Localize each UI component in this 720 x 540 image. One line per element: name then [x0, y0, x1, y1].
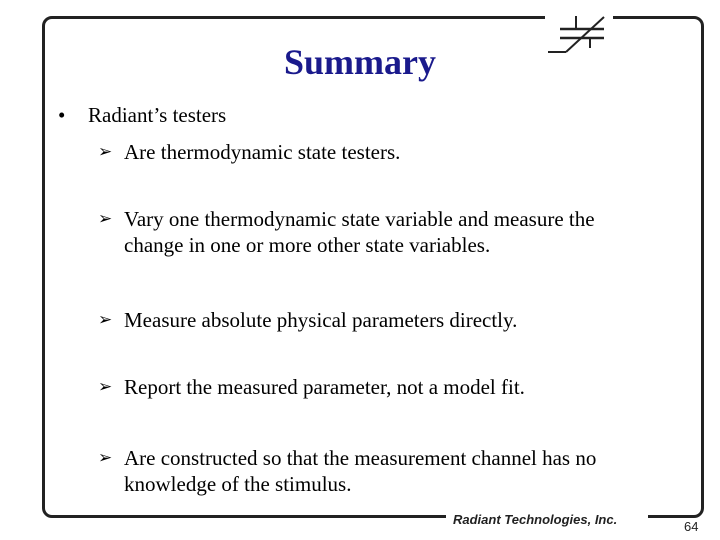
page-number: 64 — [684, 519, 699, 534]
sub-bullet-marker: ➢ — [98, 310, 113, 330]
sub-bullet-4 — [98, 374, 658, 400]
sub-bullet-marker: ➢ — [98, 209, 113, 229]
sub-bullet-2 — [98, 206, 658, 258]
sub-bullet-5 — [98, 445, 658, 497]
slide-frame — [42, 16, 704, 518]
sub-bullet-text: Vary one thermodynamic state variable and measure the change in one or more other state variables. — [124, 207, 595, 257]
sub-bullet-text: Are thermodynamic state testers. — [124, 140, 401, 164]
sub-bullet-marker: ➢ — [98, 448, 113, 468]
sub-bullet-text: Are constructed so that the measurement channel has no knowledge of the stimulus. — [124, 446, 597, 496]
sub-bullet-marker: ➢ — [98, 142, 113, 162]
main-bullet — [58, 103, 226, 128]
slide-title: Summary — [284, 42, 436, 82]
sub-bullet-text: Report the measured parameter, not a model fit. — [124, 375, 525, 399]
sub-bullet-3 — [98, 307, 658, 333]
bullet-marker: • — [58, 103, 66, 127]
sub-bullet-text: Measure absolute physical parameters directly. — [124, 308, 518, 332]
footer-logo: Radiant Technologies, Inc. — [453, 512, 618, 527]
main-bullet-text: Radiant’s testers — [88, 103, 227, 127]
ferroelectric-capacitor-symbol-icon — [546, 14, 612, 56]
sub-bullet-marker: ➢ — [98, 377, 113, 397]
sub-bullet-1 — [98, 139, 658, 165]
